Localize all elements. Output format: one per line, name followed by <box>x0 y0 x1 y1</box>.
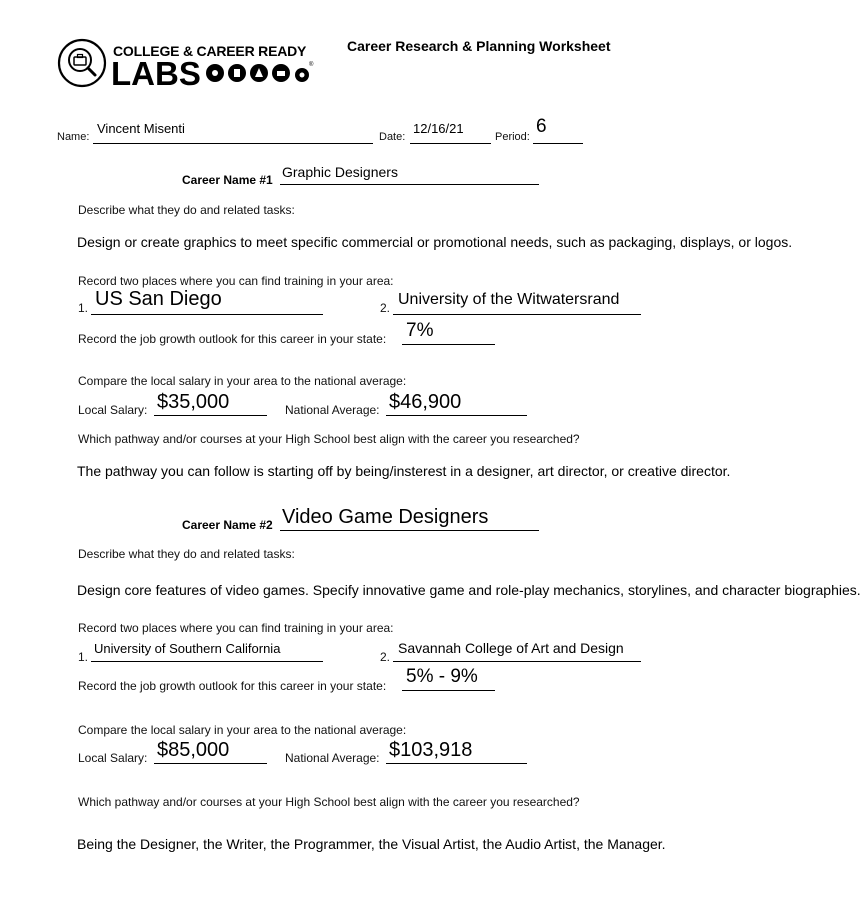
career2-national-field[interactable] <box>386 763 527 764</box>
career1-pathway-prompt: Which pathway and/or courses at your High School best align with the career you researched? <box>78 432 580 446</box>
career2-pathway-prompt: Which pathway and/or courses at your High School best align with the career you researched? <box>78 795 580 809</box>
career1-local-label: Local Salary: <box>78 403 148 417</box>
career2-national-label: National Average: <box>285 751 380 765</box>
period-label: Period: <box>495 131 530 143</box>
career2-local-value: $85,000 <box>157 739 230 761</box>
career2-describe-prompt: Describe what they do and related tasks: <box>78 547 295 561</box>
briefcase-magnifier-icon <box>57 38 107 88</box>
career1-pathway-answer[interactable]: The pathway you can follow is starting off by being/insterest in a designer, art director, or creative director. <box>77 463 731 479</box>
career2-training-prompt: Record two places where you can find training in your area: <box>78 621 394 635</box>
career2-pathway-answer[interactable]: Being the Designer, the Writer, the Programmer, the Visual Artist, the Audio Artist, the Manager. <box>77 836 666 852</box>
period-value: 6 <box>536 116 547 137</box>
career2-describe-answer[interactable]: Design core features of video games. Specify innovative game and role-play mechanics, storylines, and character biographies. <box>77 582 861 598</box>
career2-training2-field[interactable] <box>393 661 641 662</box>
career2-local-field[interactable] <box>154 763 267 764</box>
career2-training2-num: 2. <box>380 650 391 664</box>
career1-growth-value: 7% <box>406 320 434 341</box>
career1-training-prompt: Record two places where you can find training in your area: <box>78 274 394 288</box>
career1-name-value: Graphic Designers <box>282 164 398 180</box>
logo-line2: LABS <box>111 55 201 92</box>
career2-national-value: $103,918 <box>389 739 473 761</box>
career1-national-field[interactable] <box>386 415 527 416</box>
date-field[interactable] <box>410 143 491 144</box>
career2-name-field[interactable] <box>280 530 539 531</box>
career1-describe-prompt: Describe what they do and related tasks: <box>78 203 295 217</box>
date-label: Date: <box>379 131 406 143</box>
career1-training2-num: 2. <box>380 301 391 315</box>
career1-training2-value: University of the Witwatersrand <box>398 291 620 308</box>
career2-salary-prompt: Compare the local salary in your area to the national average: <box>78 723 407 737</box>
career2-training1-num: 1. <box>78 650 89 664</box>
worksheet-title: Career Research & Planning Worksheet <box>347 38 611 54</box>
career2-training1-field[interactable] <box>91 661 323 662</box>
career-cluster-icons <box>204 60 316 86</box>
logo-line1: COLLEGE & CAREER READY <box>113 43 307 59</box>
career1-national-label: National Average: <box>285 403 380 417</box>
career1-growth-prompt: Record the job growth outlook for this career in your state: <box>78 332 387 346</box>
career2-growth-prompt: Record the job growth outlook for this career in your state: <box>78 679 387 693</box>
career2-growth-value: 5% - 9% <box>406 666 478 687</box>
career1-training1-num: 1. <box>78 301 89 315</box>
career2-training1-value: University of Southern California <box>94 641 281 656</box>
career1-describe-answer[interactable]: Design or create graphics to meet specific commercial or promotional needs, such as packaging, displays, or logos. <box>77 234 793 250</box>
career1-local-field[interactable] <box>154 415 267 416</box>
career1-training2-field[interactable] <box>393 314 641 315</box>
logo <box>57 38 319 92</box>
career1-national-value: $46,900 <box>389 391 462 413</box>
career2-label: Career Name #2 <box>182 518 273 532</box>
name-field[interactable] <box>93 143 373 144</box>
career1-training1-value: US San Diego <box>95 288 222 310</box>
career1-label: Career Name #1 <box>182 173 273 187</box>
name-label: Name: <box>57 131 90 143</box>
career1-growth-field[interactable] <box>402 344 495 345</box>
name-value: Vincent Misenti <box>97 121 185 136</box>
career1-salary-prompt: Compare the local salary in your area to the national average: <box>78 374 407 388</box>
career1-name-field[interactable] <box>280 184 539 185</box>
career2-name-value: Video Game Designers <box>282 506 489 528</box>
career2-training2-value: Savannah College of Art and Design <box>398 640 624 656</box>
period-field[interactable] <box>533 143 583 144</box>
career1-training1-field[interactable] <box>91 314 323 315</box>
svg-text:®: ® <box>309 62 314 68</box>
career1-local-value: $35,000 <box>157 391 230 413</box>
date-value: 12/16/21 <box>413 121 464 136</box>
career2-local-label: Local Salary: <box>78 751 148 765</box>
career2-growth-field[interactable] <box>402 690 495 691</box>
